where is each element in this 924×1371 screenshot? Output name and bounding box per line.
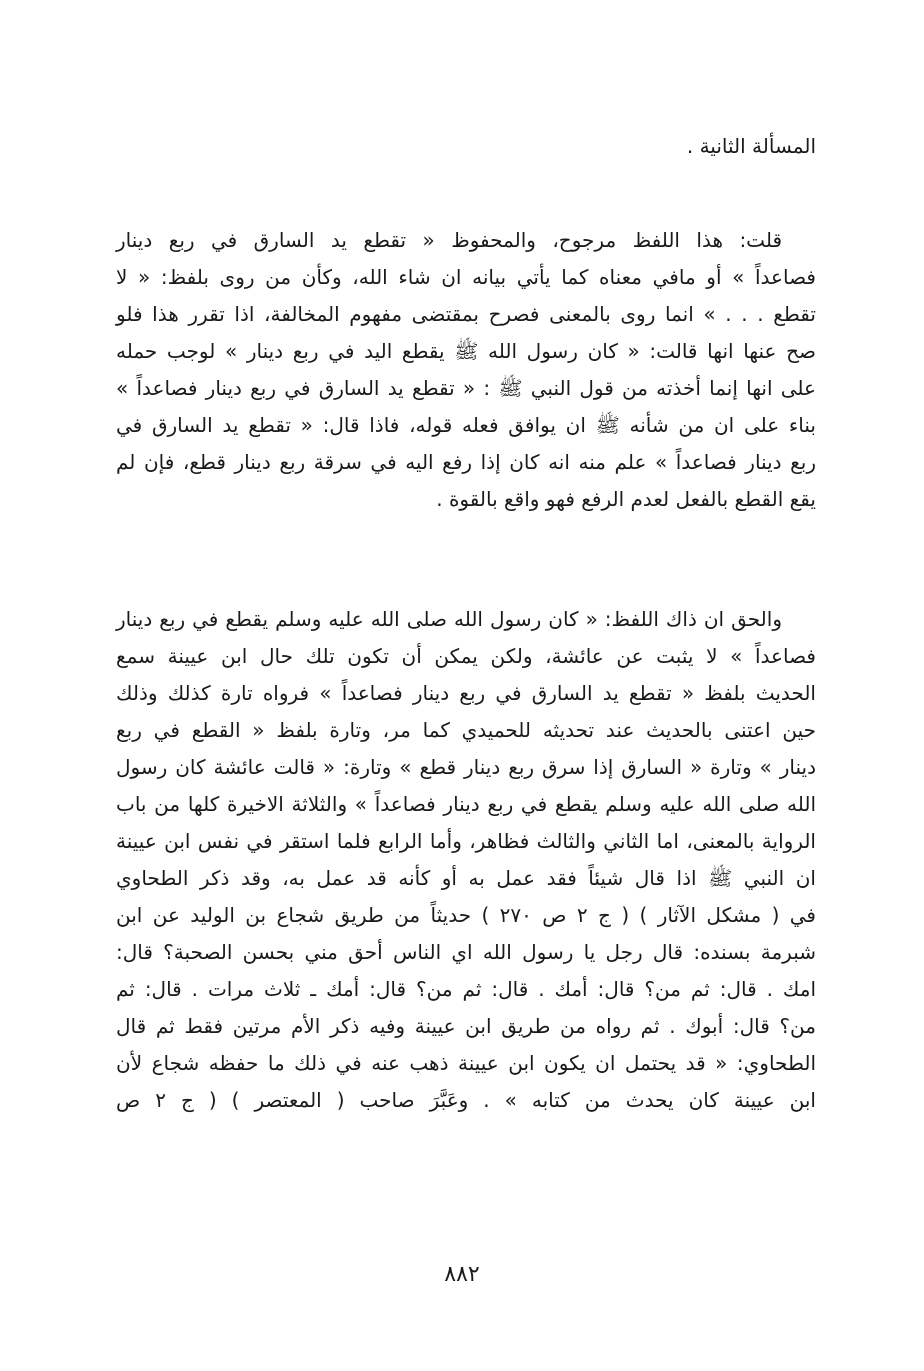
paragraph-line: قلت: هذا اللفظ مرجوح، والمحفوظ « تقطع يد السارق في ربع دينار bbox=[116, 228, 782, 252]
paragraph-line: فصاعداً » لا يثبت عن عائشة، ولكن يمكن أن تكون تلك حال ابن عيينة سمع bbox=[116, 644, 816, 668]
paragraph-line: شبرمة بسنده: قال رجل يا رسول الله اي الناس أحق مني بحسن الصحبة؟ قال: bbox=[116, 940, 816, 964]
paragraph-line: الحديث بلفظ « تقطع يد السارق في ربع دينار فصاعداً » فرواه تارة كذلك وذلك bbox=[116, 681, 816, 705]
section-title-block bbox=[116, 128, 816, 165]
paragraph-1 bbox=[116, 222, 816, 518]
paragraph-2 bbox=[116, 601, 816, 1119]
paragraph-line: حين اعتنى بالحديث عند تحديثه للحميدي كما مر، وتارة بلفظ « القطع في ربع bbox=[116, 718, 816, 742]
page-number: ٨٨٢ bbox=[444, 1262, 480, 1287]
paragraph-line: ربع دينار فصاعداً » علم منه انه كان إذا رفع اليه في سرقة ربع دينار قطع، فإن لم bbox=[116, 450, 816, 474]
paragraph-line: والحق ان ذاك اللفظ: « كان رسول الله صلى الله عليه وسلم يقطع في ربع دينار bbox=[116, 607, 782, 631]
paragraph-line: ابن عيينة كان يحدث من كتابه » . وعَبَّرَ صاحب ( المعتصر ) ( ج ٢ ص bbox=[116, 1088, 816, 1112]
paragraph-line: فصاعداً » أو مافي معناه كما يأتي بيانه ان شاء الله، وكأن من روى بلفظ: « لا bbox=[116, 265, 816, 289]
section-title: المسألة الثانية . bbox=[686, 134, 816, 158]
paragraph-line: الرواية بالمعنى، اما الثاني والثالث فظاهر، وأما الرابع فلما استقر في نفس ابن عيينة bbox=[116, 829, 816, 853]
paragraph-line: يقع القطع بالفعل لعدم الرفع فهو واقع بالقوة . bbox=[436, 487, 816, 511]
paragraph-line: تقطع . . . » انما روى بالمعنى فصرح بمقتضى مفهوم المخالفة، اذا تقرر هذا فلو bbox=[116, 302, 816, 326]
paragraph-line: الطحاوي: « قد يحتمل ان يكون ابن عيينة ذهب عنه في ذلك ما حفظه شجاع لأن bbox=[116, 1051, 816, 1075]
paragraph-line: دينار » وتارة « السارق إذا سرق ربع دينار قطع » وتارة: « قالت عائشة كان رسول bbox=[116, 755, 816, 779]
paragraph-line: في ( مشكل الآثار ) ( ج ٢ ص ٢٧٠ ) حديثاً من طريق شجاع بن الوليد عن ابن bbox=[116, 903, 816, 927]
paragraph-line: ان النبي ﷺ اذا قال شيئاً فقد عمل به أو كأنه قد عمل به، وقد ذكر الطحاوي bbox=[116, 866, 816, 890]
paragraph-line: من؟ قال: أبوك . ثم رواه من طريق ابن عيينة وفيه ذكر الأم مرتين فقط ثم قال bbox=[116, 1014, 816, 1038]
paragraph-line: صح عنها انها قالت: « كان رسول الله ﷺ يقطع اليد في ربع دينار » لوجب حمله bbox=[116, 339, 816, 363]
paragraph-line: بناء على ان من شأنه ﷺ ان يوافق فعله قوله، فاذا قال: « تقطع يد السارق في bbox=[116, 413, 816, 437]
paragraph-line: امك . قال: ثم من؟ قال: أمك . قال: ثم من؟ قال: أمك ـ ثلاث مرات . قال: ثم bbox=[116, 977, 816, 1001]
paragraph-line: الله صلى الله عليه وسلم يقطع في ربع دينار فصاعداً » والثلاثة الاخيرة كلها من باب bbox=[116, 792, 816, 816]
paragraph-line: على انها إنما أخذته من قول النبي ﷺ : « تقطع يد السارق في ربع دينار فصاعداً » bbox=[116, 376, 816, 400]
